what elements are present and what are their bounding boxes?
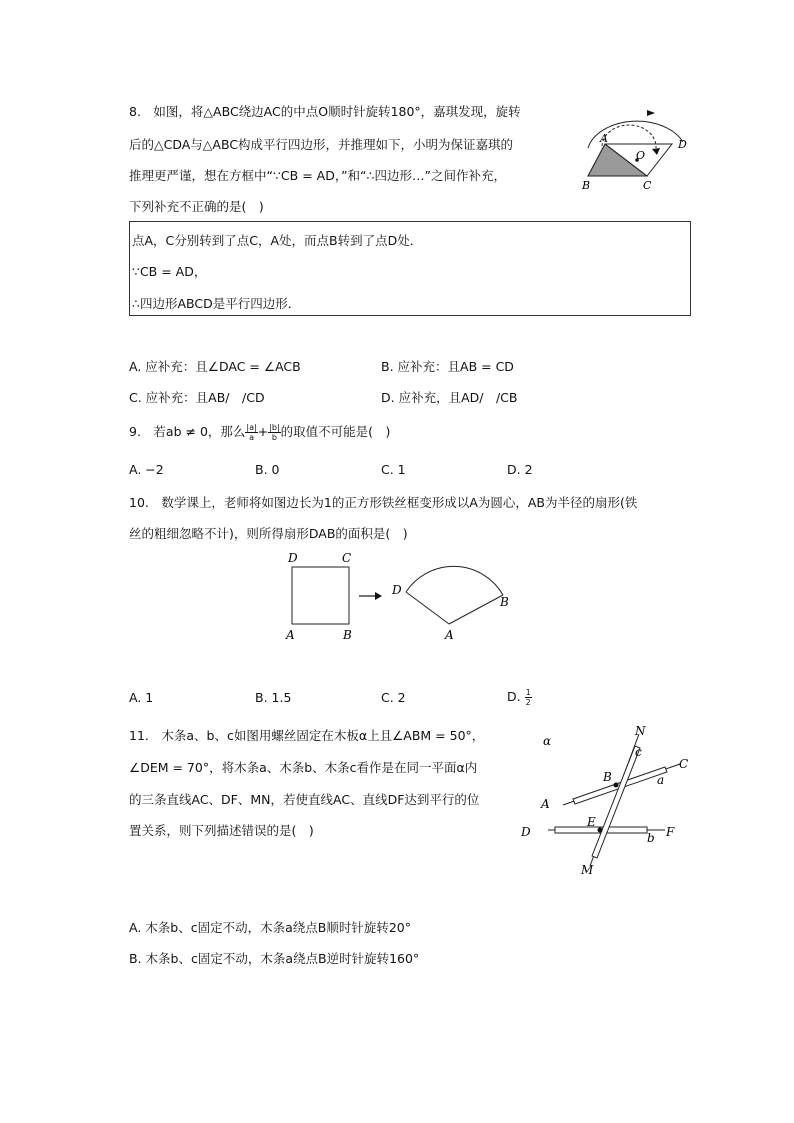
q8-option-c: C. 应补充：且AB/ /CD xyxy=(129,390,265,405)
q9-option-a: A. −2 xyxy=(129,462,164,477)
q8-box-line-3: ∴四边形ABCD是平行四边形． xyxy=(132,296,301,311)
q8-option-b: B. 应补充：且AB = CD xyxy=(381,359,514,374)
q9-option-c: C. 1 xyxy=(381,462,406,477)
q9-fraction-b xyxy=(268,423,280,442)
q10-square-label-c: C xyxy=(342,551,352,565)
q8-label-d: D xyxy=(678,138,687,151)
q9-suffix: 的取值不可能是( ) xyxy=(280,424,391,439)
q11-label-c-strip: c xyxy=(635,745,642,759)
q10-option-d-prefix: D. xyxy=(507,689,521,704)
q11-option-a: A. 木条b、c固定不动，木条a绕点B顺时针旋转20° xyxy=(129,920,411,935)
q8-parallelogram-figure xyxy=(580,104,694,194)
q11-label-alpha: α xyxy=(543,734,552,748)
q10-sector-label-a: A xyxy=(445,628,454,642)
q11-label-a-point: A xyxy=(541,797,550,811)
q11-line-3: 的三条直线AC、DF、MN，若使直线AC、直线DF达到平行的位 xyxy=(129,792,480,807)
q10-option-d-num: 1 xyxy=(525,688,531,697)
q11-line-1: 11. 木条a、b、c如图用螺丝固定在木板α上且∠ABM = 50°， xyxy=(129,728,485,743)
q9-prefix: 9. 若ab ≠ 0，那么 xyxy=(129,424,246,439)
q8-label-c: C xyxy=(643,179,652,192)
q8-label-b: B xyxy=(582,179,591,192)
q8-label-a: A xyxy=(600,132,608,145)
q9-fraction-b-num: |b| xyxy=(269,423,280,432)
q11-label-n: N xyxy=(635,724,646,738)
q10-line-1: 10. 数学课上，老师将如图边长为1的正方形铁丝框变形成以A为圆心，AB为半径的扇形(铁 xyxy=(129,495,638,510)
q10-line-2: 丝的粗细忽略不计)，则所得扇形DAB的面积是( ) xyxy=(129,526,408,541)
q11-label-b-point: B xyxy=(603,770,612,784)
q11-line-2: ∠DEM = 70°，将木条a、木条b、木条c看作是在同一平面α内 xyxy=(129,760,478,775)
q8-box-line-2: ∵CB = AD， xyxy=(132,264,207,279)
q10-square-label-b: B xyxy=(343,628,352,642)
q11-label-e-point: E xyxy=(587,815,596,829)
q10-option-d-den: 2 xyxy=(525,698,531,707)
q9-fraction-a-num: |a| xyxy=(246,423,257,432)
q8-box-line-1: 点A，C分别转到了点C，A处，而点B转到了点D处． xyxy=(132,233,423,248)
q10-option-d xyxy=(507,682,532,712)
q9-stem xyxy=(129,418,390,446)
q9-fraction-b-den: b xyxy=(271,433,277,442)
q9-plus: + xyxy=(257,424,269,439)
q11-label-c-point: C xyxy=(679,757,689,771)
q11-label-b-strip: b xyxy=(647,831,655,845)
q11-label-a-strip: a xyxy=(657,773,665,787)
q10-sector-label-d: D xyxy=(392,583,402,597)
q8-line-1: 8. 如图，将△ABC绕边AC的中点O顺时针旋转180°，嘉琪发现，旋转 xyxy=(129,104,521,119)
q9-option-d: D. 2 xyxy=(507,462,533,477)
q11-label-f-point: F xyxy=(666,825,675,839)
q10-sector-label-b: B xyxy=(500,595,509,609)
q8-line-4: 下列补充不正确的是( ) xyxy=(129,199,264,214)
q10-option-d-fraction xyxy=(525,688,532,707)
q8-line-2: 后的△CDA与△ABC构成平行四边形，并推理如下，小明为保证嘉琪的 xyxy=(129,137,514,152)
q11-line-4: 置关系，则下列描述错误的是( ) xyxy=(129,823,314,838)
q11-label-m: M xyxy=(581,863,594,877)
q11-label-d-point: D xyxy=(521,825,531,839)
q10-square-to-sector-figure xyxy=(280,548,520,646)
q10-option-b: B. 1.5 xyxy=(255,690,292,705)
q10-square-label-d: D xyxy=(288,551,298,565)
q10-option-c: C. 2 xyxy=(381,690,406,705)
q9-option-b: B. 0 xyxy=(255,462,280,477)
q9-fraction-a xyxy=(245,423,257,442)
q8-option-d: D. 应补充，且AD/ /CB xyxy=(381,390,518,405)
q10-square-label-a: A xyxy=(286,628,295,642)
q8-label-o: O xyxy=(636,149,646,162)
q11-option-b: B. 木条b、c固定不动，木条a绕点B逆时针旋转160° xyxy=(129,951,420,966)
q10-option-a: A. 1 xyxy=(129,690,154,705)
q8-line-3: 推理更严谨，想在方框中“∵CB = AD，”和“∴四边形…”之间作补充， xyxy=(129,168,506,183)
q11-wood-strips-figure xyxy=(515,718,695,880)
q9-fraction-a-den: a xyxy=(249,433,254,442)
q8-option-a: A. 应补充：且∠DAC = ∠ACB xyxy=(129,359,301,374)
